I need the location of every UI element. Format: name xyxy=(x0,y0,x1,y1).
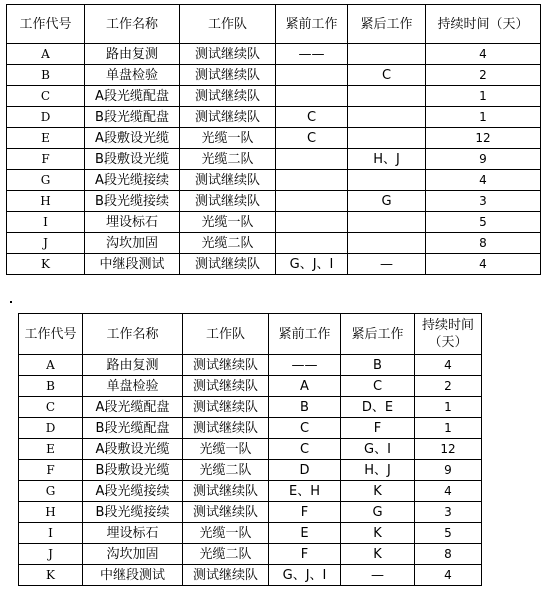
table-row xyxy=(7,86,541,107)
column-header-code: 工作代号 xyxy=(7,5,85,44)
cell-code: C xyxy=(7,86,85,107)
cell-code: F xyxy=(19,460,83,481)
schedule-table-complete xyxy=(18,313,482,586)
cell-code: I xyxy=(19,523,83,544)
table-row xyxy=(7,191,541,212)
cell-code: J xyxy=(7,233,85,254)
cell-team: 测试继续队 xyxy=(180,170,276,191)
cell-duration: 12 xyxy=(426,128,541,149)
cell-team: 测试继续队 xyxy=(180,254,276,275)
cell-successor xyxy=(348,44,426,65)
cell-predecessor: D xyxy=(269,460,341,481)
cell-duration: 8 xyxy=(415,544,482,565)
cell-duration: 1 xyxy=(426,107,541,128)
cell-team: 光缆二队 xyxy=(180,149,276,170)
cell-predecessor: —— xyxy=(276,44,348,65)
table-row xyxy=(7,233,541,254)
cell-team: 测试继续队 xyxy=(183,376,269,397)
column-header-team: 工作队 xyxy=(180,5,276,44)
cell-predecessor: G、J、I xyxy=(269,565,341,586)
cell-team: 测试继续队 xyxy=(183,397,269,418)
cell-code: J xyxy=(19,544,83,565)
cell-duration: 5 xyxy=(415,523,482,544)
cell-predecessor xyxy=(276,86,348,107)
cell-team: 光缆一队 xyxy=(183,523,269,544)
cell-predecessor: G、J、I xyxy=(276,254,348,275)
cell-team: 测试继续队 xyxy=(183,502,269,523)
table-row xyxy=(7,107,541,128)
table-row xyxy=(7,128,541,149)
cell-duration: 8 xyxy=(426,233,541,254)
cell-predecessor: F xyxy=(269,502,341,523)
cell-name: 沟坎加固 xyxy=(83,544,183,565)
cell-team: 测试继续队 xyxy=(180,107,276,128)
column-header-duration: 持续时间（天） xyxy=(415,314,482,355)
cell-code: G xyxy=(19,481,83,502)
cell-successor: C xyxy=(341,376,415,397)
cell-duration: 9 xyxy=(426,149,541,170)
cell-name: 单盘检验 xyxy=(85,65,180,86)
cell-name: 埋设标石 xyxy=(85,212,180,233)
cell-successor xyxy=(348,212,426,233)
cell-code: F xyxy=(7,149,85,170)
cell-duration: 2 xyxy=(415,376,482,397)
cell-predecessor xyxy=(276,212,348,233)
cell-code: I xyxy=(7,212,85,233)
cell-duration: 1 xyxy=(415,397,482,418)
cell-code: C xyxy=(19,397,83,418)
cell-duration: 1 xyxy=(426,86,541,107)
cell-name: B段光缆接续 xyxy=(83,502,183,523)
cell-code: E xyxy=(19,439,83,460)
cell-name: 中继段测试 xyxy=(83,565,183,586)
cell-name: B段光缆配盘 xyxy=(83,418,183,439)
cell-predecessor xyxy=(276,149,348,170)
cell-duration: 3 xyxy=(426,191,541,212)
header-row xyxy=(7,5,541,44)
cell-duration: 3 xyxy=(415,502,482,523)
table-row xyxy=(19,418,482,439)
table-row xyxy=(7,44,541,65)
cell-team: 测试继续队 xyxy=(180,86,276,107)
cell-predecessor: C xyxy=(269,418,341,439)
cell-successor xyxy=(348,170,426,191)
cell-duration: 1 xyxy=(415,418,482,439)
column-header-duration: 持续时间（天） xyxy=(426,5,541,44)
table-row xyxy=(19,523,482,544)
cell-successor xyxy=(348,86,426,107)
cell-code: A xyxy=(19,355,83,376)
cell-successor: C xyxy=(348,65,426,86)
cell-name: B段敷设光缆 xyxy=(85,149,180,170)
header-row xyxy=(19,314,482,355)
cell-code: E xyxy=(7,128,85,149)
table-row xyxy=(7,254,541,275)
cell-name: B段敷设光缆 xyxy=(83,460,183,481)
cell-team: 测试继续队 xyxy=(180,65,276,86)
table-row xyxy=(19,355,482,376)
cell-successor: H、J xyxy=(348,149,426,170)
cell-team: 测试继续队 xyxy=(183,481,269,502)
cell-predecessor xyxy=(276,233,348,254)
column-header-predecessor: 紧前工作 xyxy=(276,5,348,44)
table-row xyxy=(19,502,482,523)
table-body xyxy=(19,314,482,586)
cell-duration: 12 xyxy=(415,439,482,460)
cell-code: D xyxy=(7,107,85,128)
cell-predecessor: C xyxy=(276,107,348,128)
cell-name: 中继段测试 xyxy=(85,254,180,275)
column-header-team: 工作队 xyxy=(183,314,269,355)
cell-name: A段光缆接续 xyxy=(83,481,183,502)
cell-predecessor: A xyxy=(269,376,341,397)
cell-code: K xyxy=(7,254,85,275)
cell-duration: 5 xyxy=(426,212,541,233)
cell-team: 光缆一队 xyxy=(180,212,276,233)
cell-successor: G xyxy=(348,191,426,212)
cell-code: A xyxy=(7,44,85,65)
cell-predecessor: —— xyxy=(269,355,341,376)
cell-successor: K xyxy=(341,544,415,565)
table-row xyxy=(19,460,482,481)
cell-predecessor: E xyxy=(269,523,341,544)
cell-successor xyxy=(348,107,426,128)
cell-duration: 9 xyxy=(415,460,482,481)
table-row xyxy=(19,565,482,586)
cell-name: B段光缆接续 xyxy=(85,191,180,212)
cell-predecessor xyxy=(276,170,348,191)
cell-code: G xyxy=(7,170,85,191)
cell-team: 光缆二队 xyxy=(183,544,269,565)
cell-name: 路由复测 xyxy=(85,44,180,65)
cell-predecessor: C xyxy=(269,439,341,460)
cell-team: 测试继续队 xyxy=(183,565,269,586)
column-header-successor: 紧后工作 xyxy=(348,5,426,44)
cell-successor: G xyxy=(341,502,415,523)
table-row xyxy=(7,212,541,233)
cell-duration: 4 xyxy=(415,565,482,586)
cell-name: B段光缆配盘 xyxy=(85,107,180,128)
cell-predecessor xyxy=(276,191,348,212)
cell-code: K xyxy=(19,565,83,586)
cell-name: 沟坎加固 xyxy=(85,233,180,254)
cell-name: A段敷设光缆 xyxy=(85,128,180,149)
cell-successor: B xyxy=(341,355,415,376)
cell-team: 测试继续队 xyxy=(180,44,276,65)
cell-predecessor xyxy=(276,65,348,86)
cell-successor xyxy=(348,233,426,254)
cell-name: A段光缆接续 xyxy=(85,170,180,191)
cell-code: B xyxy=(19,376,83,397)
cell-code: H xyxy=(7,191,85,212)
cell-duration: 4 xyxy=(426,44,541,65)
cell-name: 路由复测 xyxy=(83,355,183,376)
cell-duration: 4 xyxy=(426,170,541,191)
column-header-predecessor: 紧前工作 xyxy=(269,314,341,355)
cell-duration: 4 xyxy=(426,254,541,275)
cell-team: 光缆一队 xyxy=(183,439,269,460)
cell-successor: F xyxy=(341,418,415,439)
table-row xyxy=(7,65,541,86)
cell-team: 测试继续队 xyxy=(180,191,276,212)
stray-dot xyxy=(10,301,12,303)
table-row xyxy=(19,481,482,502)
cell-name: A段光缆配盘 xyxy=(83,397,183,418)
cell-duration: 4 xyxy=(415,355,482,376)
table-body xyxy=(7,5,541,275)
table-row xyxy=(19,397,482,418)
cell-predecessor: E、H xyxy=(269,481,341,502)
cell-team: 测试继续队 xyxy=(183,355,269,376)
cell-predecessor: B xyxy=(269,397,341,418)
cell-predecessor: C xyxy=(276,128,348,149)
cell-successor: — xyxy=(348,254,426,275)
cell-successor: H、J xyxy=(341,460,415,481)
table-row xyxy=(19,544,482,565)
schedule-table-incomplete xyxy=(6,4,541,275)
cell-successor: — xyxy=(341,565,415,586)
cell-successor: K xyxy=(341,523,415,544)
cell-name: A段光缆配盘 xyxy=(85,86,180,107)
cell-successor xyxy=(348,128,426,149)
cell-name: 埋设标石 xyxy=(83,523,183,544)
cell-code: H xyxy=(19,502,83,523)
cell-code: B xyxy=(7,65,85,86)
cell-name: A段敷设光缆 xyxy=(83,439,183,460)
cell-predecessor: F xyxy=(269,544,341,565)
column-header-code: 工作代号 xyxy=(19,314,83,355)
column-header-successor: 紧后工作 xyxy=(341,314,415,355)
column-header-name: 工作名称 xyxy=(85,5,180,44)
cell-team: 光缆一队 xyxy=(180,128,276,149)
cell-duration: 2 xyxy=(426,65,541,86)
cell-successor: D、E xyxy=(341,397,415,418)
cell-team: 光缆二队 xyxy=(183,460,269,481)
table-row xyxy=(7,149,541,170)
cell-successor: G、I xyxy=(341,439,415,460)
table-row xyxy=(7,170,541,191)
cell-name: 单盘检验 xyxy=(83,376,183,397)
cell-code: D xyxy=(19,418,83,439)
cell-successor: K xyxy=(341,481,415,502)
cell-duration: 4 xyxy=(415,481,482,502)
cell-team: 光缆二队 xyxy=(180,233,276,254)
column-header-name: 工作名称 xyxy=(83,314,183,355)
cell-team: 测试继续队 xyxy=(183,418,269,439)
table-row xyxy=(19,376,482,397)
table-row xyxy=(19,439,482,460)
